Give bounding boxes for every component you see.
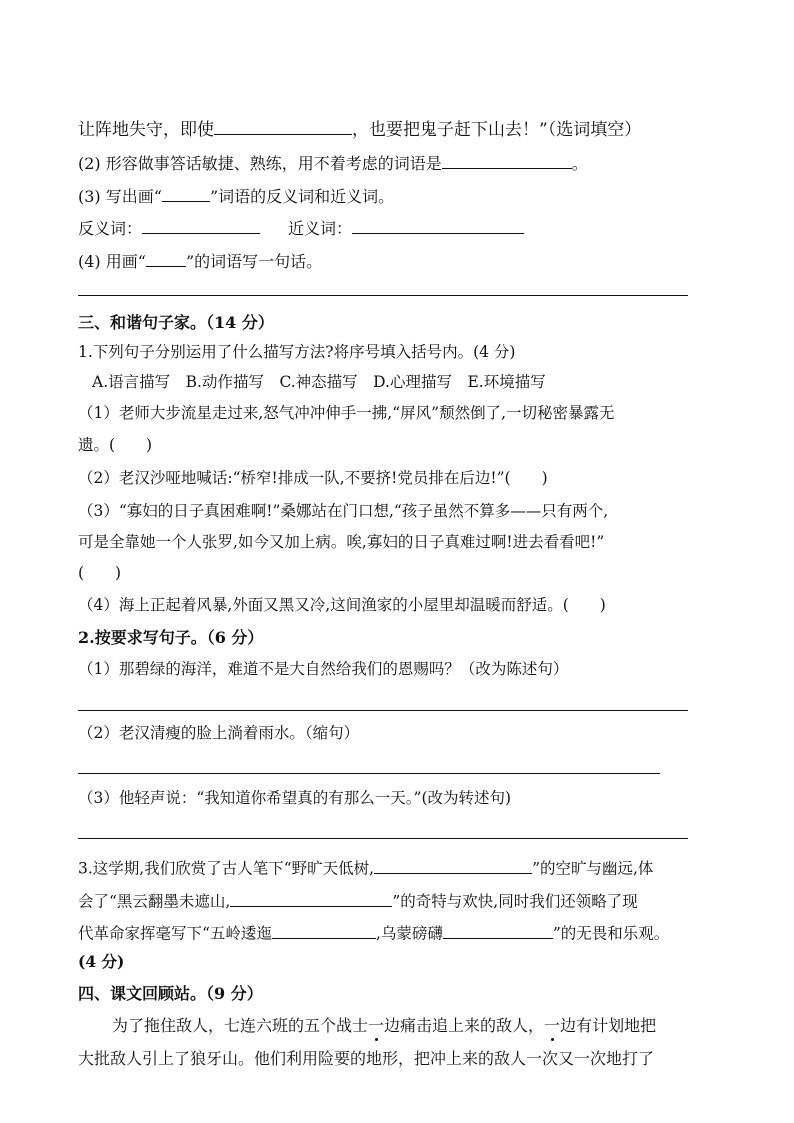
q2-sub3-text-b: ”词语的反义词和近义词。 bbox=[209, 187, 395, 206]
s3-q3-line2-text-b: ”的奇特与欢快,同时我们还领略了现 bbox=[392, 892, 638, 911]
s3-q1-item3-line3[interactable]: ( ) bbox=[78, 564, 122, 582]
section-4-title: 四、课文回顾站。（9 分） bbox=[78, 984, 263, 1003]
s4-passage-text-b: 边痛击追上来的敌人， bbox=[384, 1016, 545, 1035]
s3-q3-line2-text-a: 会了“黑云翻墨未遮山, bbox=[78, 892, 231, 911]
s4-passage-line2: 大批敌人引上了狼牙山。他们利用险要的地形，把冲上来的敌人一次又一次地打了 bbox=[78, 1049, 655, 1068]
synonym-label: 近义词： bbox=[288, 219, 353, 238]
s3-q2-item1: （1）那碧绿的海洋，难道不是大自然给我们的恩赐吗？（改为陈述句） bbox=[78, 660, 569, 678]
s4-passage-text-a: 为了拖住敌人，七连六班的五个战士 bbox=[112, 1016, 369, 1035]
s3-q2-item2-answer-line[interactable] bbox=[78, 773, 660, 774]
q2-sub2-blank[interactable] bbox=[442, 152, 572, 169]
s3-q3-line2 bbox=[78, 890, 638, 910]
s3-q2-item2: （2）老汉清瘦的脸上淌着雨水。（缩句） bbox=[78, 724, 360, 742]
s3-q3-line1 bbox=[78, 857, 653, 877]
q2-sub3-text-a: (3) 写出画“ bbox=[78, 187, 162, 206]
s3-q2-title: 2.按要求写句子。（6 分） bbox=[78, 628, 264, 647]
s3-q2-item3-answer-line[interactable] bbox=[78, 838, 688, 839]
s3-q2-item1-answer-line[interactable] bbox=[78, 710, 688, 711]
q2-sub1-continuation bbox=[78, 117, 641, 139]
s4-passage-text-c: 边有计划地把 bbox=[560, 1016, 657, 1035]
s3-q1-item3-line1: （3）“寡妇的日子真困难啊!”桑娜站在门口想,“孩子虽然不算多——只有两个, bbox=[78, 502, 609, 520]
q2-sub4-underline-sample bbox=[146, 250, 186, 267]
s3-q1-options: A.语言描写 B.动作描写 C.神态描写 D.心理描写 E.环境描写 bbox=[92, 373, 546, 391]
q2-sub2 bbox=[78, 152, 588, 172]
section-3-title: 三、和谐句子家。（14 分） bbox=[78, 313, 274, 332]
q2-sub3-answers bbox=[78, 217, 524, 237]
s3-q3-blank4[interactable] bbox=[443, 922, 553, 939]
q2-sub1-text-b: ，也要把鬼子赶下山去！”（选词填空） bbox=[352, 120, 642, 140]
emphasis-dot-yi-2: 一 bbox=[544, 1016, 561, 1035]
s3-q3-blank2[interactable] bbox=[230, 890, 392, 907]
s3-q3-line3 bbox=[78, 922, 669, 942]
s3-q2-item3: （3）他轻声说：“我知道你希望真的有那么一天。”(改为转述句) bbox=[78, 789, 512, 807]
s3-q3-line3-text-b: ,乌蒙磅礴 bbox=[375, 924, 443, 943]
q2-sub3-underline-sample bbox=[162, 185, 210, 202]
s3-q1-item3-line2: 可是全靠她一个人张罗,如今又加上病。唉,寡妇的日子真难过啊!进去看看吧!” bbox=[78, 533, 605, 551]
q2-sub2-text-b: 。 bbox=[571, 154, 588, 173]
s3-q1-item4[interactable]: （4）海上正起着风暴,外面又黑又冷,这间渔家的小屋里却温暖而舒适。( ) bbox=[78, 596, 606, 614]
s4-passage-line1 bbox=[112, 1018, 656, 1034]
s3-q1-item1-line1: （1）老师大步流星走过来,怒气冲冲伸手一拂,“屏风”颓然倒了,一切秘密暴露无 bbox=[78, 404, 615, 422]
q2-sub4-text-b: ”的词语写一句话。 bbox=[185, 252, 323, 271]
s3-q3-line1-text-b: ”的空旷与幽远,体 bbox=[532, 859, 654, 878]
s3-q1-item2[interactable]: （2）老汉沙哑地喊话:“桥窄!排成一队,不要挤!党员排在后边!”( ) bbox=[78, 469, 548, 487]
emphasis-dot-yi-1: 一 bbox=[368, 1016, 385, 1035]
q2-sub1-blank[interactable] bbox=[214, 117, 352, 135]
q2-sub1-text-a: 让阵地失守，即使 bbox=[78, 120, 214, 140]
s3-q3-score: (4 分) bbox=[78, 952, 125, 971]
s3-q1-item1-line2[interactable]: 遗。( ) bbox=[78, 436, 153, 454]
synonym-blank[interactable] bbox=[352, 217, 524, 234]
s3-q3-line3-text-a: 代革命家挥毫写下“五岭逶迤 bbox=[78, 924, 272, 943]
s3-q3-blank1[interactable] bbox=[374, 857, 532, 874]
q2-sub4 bbox=[78, 250, 322, 270]
antonym-blank[interactable] bbox=[142, 217, 260, 234]
q2-sub2-text-a: (2) 形容做事答话敏捷、熟练，用不着考虑的词语是 bbox=[78, 154, 442, 173]
q2-sub3 bbox=[78, 185, 394, 205]
q2-sub4-answer-line[interactable] bbox=[78, 295, 688, 296]
s3-q3-blank3[interactable] bbox=[272, 922, 376, 939]
s3-q3-line1-text-a: 3.这学期,我们欣赏了古人笔下“野旷天低树, bbox=[78, 859, 375, 878]
antonym-label: 反义词： bbox=[78, 219, 143, 238]
s3-q3-line3-text-c: ”的无畏和乐观。 bbox=[552, 924, 670, 943]
q2-sub4-text-a: (4) 用画“ bbox=[78, 252, 146, 271]
s3-q1-title: 1.下列句子分别运用了什么描写方法?将序号填入括号内。(4 分) bbox=[78, 343, 516, 361]
